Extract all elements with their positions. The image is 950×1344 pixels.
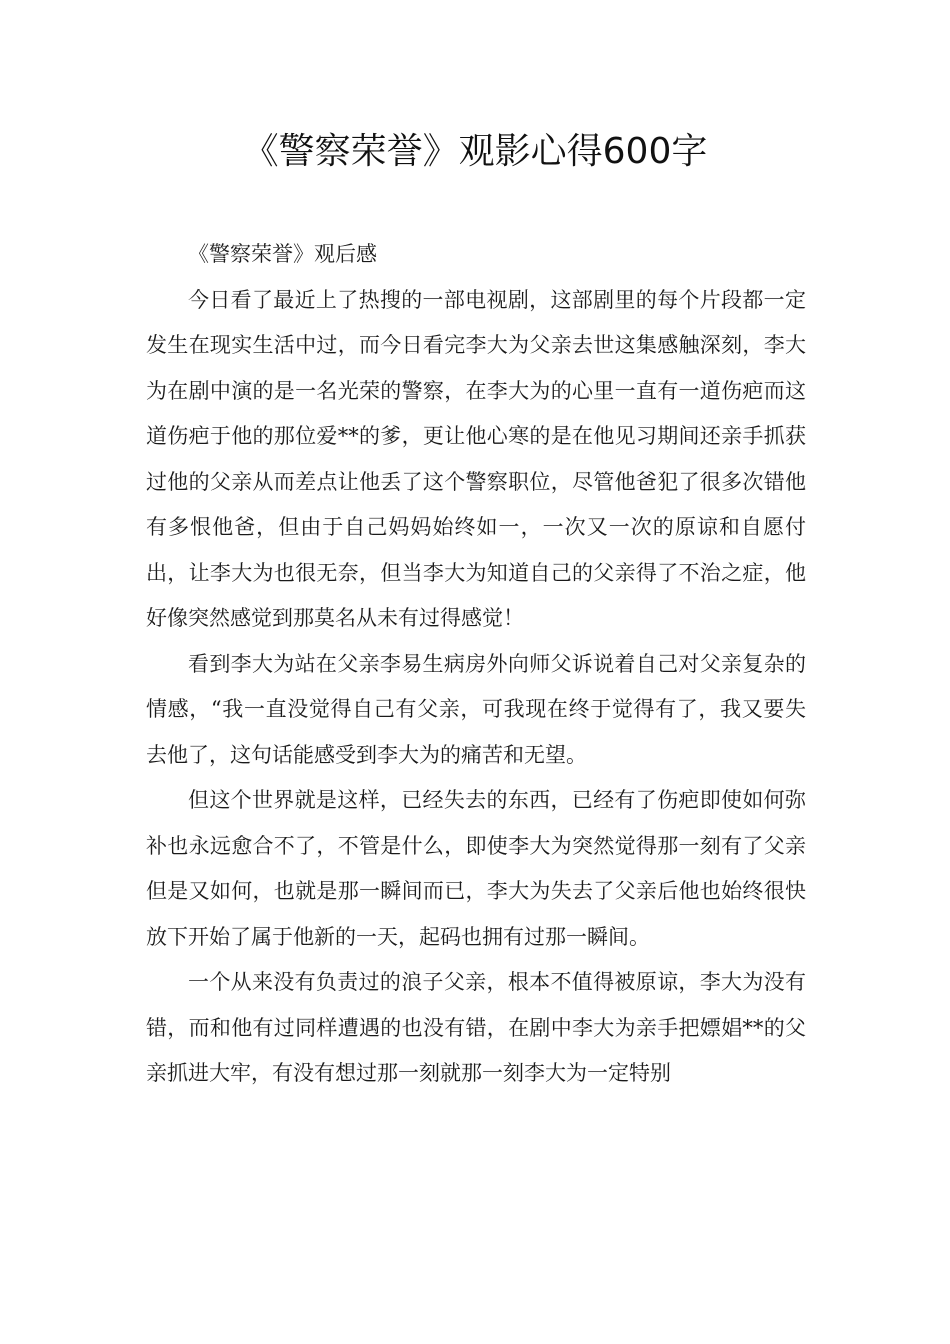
document-body [146,232,806,1097]
body-paragraph: 看到李大为站在父亲李易生病房外向师父诉说着自己对父亲复杂的情感，“我一直没觉得自己有父亲，可我现在终于觉得有了，我又要失去他了，这句话能感受到李大为的痛苦和无望。 [146,651,806,767]
body-paragraph: 但这个世界就是这样，已经失去的东西，已经有了伤疤即使如何弥补也永远愈合不了，不管是什么，即使李大为突然觉得那一刻有了父亲但是又如何，也就是那一瞬间而已，李大为失去了父亲后他也始终很快放下开始了属于他新的一天，起码也拥有过那一瞬间。 [146,788,806,949]
body-paragraph: 一个从来没有负责过的浪子父亲，根本不值得被原谅，李大为没有错，而和他有过同样遭遇的也没有错，在剧中李大为亲手把嫖娼**的父亲抓进大牢，有没有想过那一刻就那一刻李大为一定特别 [146,970,806,1085]
document-title: 《警察荣誉》观影心得600字 [242,131,708,172]
body-paragraph: 今日看了最近上了热搜的一部电视剧，这部剧里的每个片段都一定发生在现实生活中过，而今日看完李大为父亲去世这集感触深刻，李大为在剧中演的是一名光荣的警察，在李大为的心里一直有一道伤疤而这道伤疤于他的那位爱**的爹，更让他心寒的是在他见习期间还亲手抓获过他的父亲从而差点让他丢了这个警察职位，尽管他爸犯了很多次错他有多恨他爸，但由于自己妈妈始终如一，一次又一次的原谅和自愿付出，让李大为也很无奈，但当李大为知道自己的父亲得了不治之症，他好像突然感觉到那莫名从未有过得感觉！ [146,287,806,630]
subtitle-paragraph: 《警察荣誉》观后感 [188,242,377,266]
